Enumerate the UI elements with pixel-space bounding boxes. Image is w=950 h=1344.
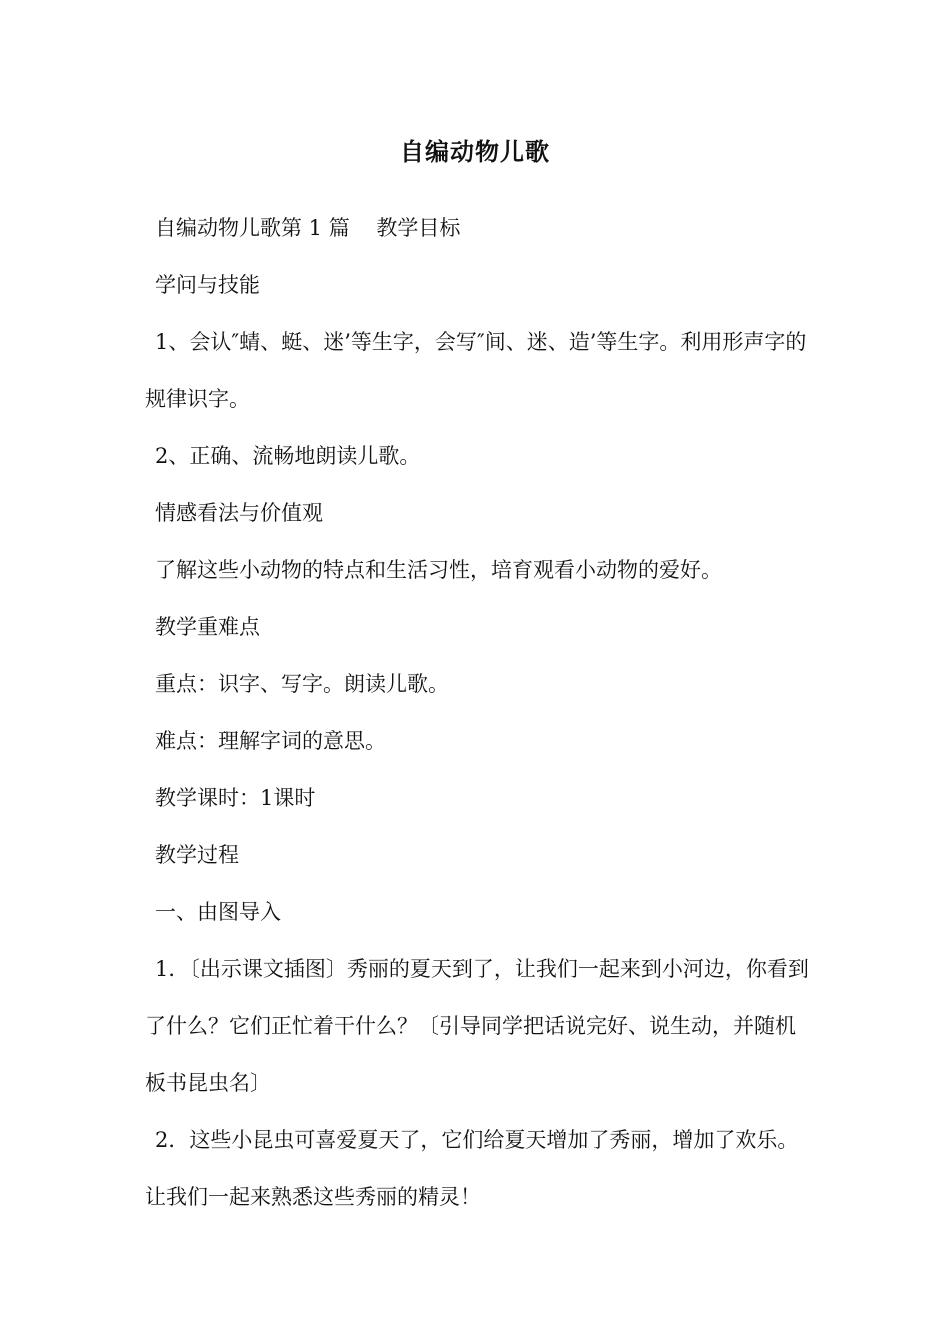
document-title: 自编动物儿歌 <box>400 138 550 166</box>
paragraph-step-1-1 <box>145 941 810 1112</box>
paragraph-goal-1 <box>145 314 810 428</box>
paragraph-goal-1-text: 1、会认″蜻、蜓、迷’等生字，会写″间、迷、造’等生字。利用形声字的规律识字。 <box>145 330 807 411</box>
paragraph-key-points: 重点：识字、写字。朗读儿歌。 <box>155 672 449 696</box>
document-body <box>145 200 810 1226</box>
paragraph-emotion-values: 情感看法与价值观 <box>155 501 323 525</box>
paragraph-class-hours: 教学课时：1课时 <box>155 786 316 810</box>
paragraph-difficulties: 难点：理解字词的意思。 <box>155 729 386 753</box>
paragraph-goal-2: 2、正确、流畅地朗读儿歌。 <box>155 444 421 468</box>
paragraph-section-heading: 自编动物儿歌第 1 篇 教学目标 <box>155 216 461 240</box>
paragraph-emotion-goal: 了解这些小动物的特点和生活习性，培育观看小动物的爱好。 <box>155 558 722 582</box>
paragraph-step-1-1-text: 1．〔出示课文插图〕秀丽的夏天到了，让我们一起来到小河边，你看到了什么？它们正忙着干什么？〔引导同学把话说完好、说生动，并随机板书昆虫名〕 <box>145 957 809 1095</box>
paragraph-key-difficulties: 教学重难点 <box>155 615 260 639</box>
paragraph-knowledge-skills: 学问与技能 <box>155 273 260 297</box>
paragraph-teaching-process: 教学过程 <box>155 843 239 867</box>
paragraph-step-one: 一、由图导入 <box>155 900 281 924</box>
paragraph-step-1-2 <box>145 1112 810 1226</box>
paragraph-step-1-2-text: 2．这些小昆虫可喜爱夏天了，它们给夏天增加了秀丽，增加了欢乐。让我们一起来熟悉这些秀丽的精灵！ <box>145 1128 799 1209</box>
